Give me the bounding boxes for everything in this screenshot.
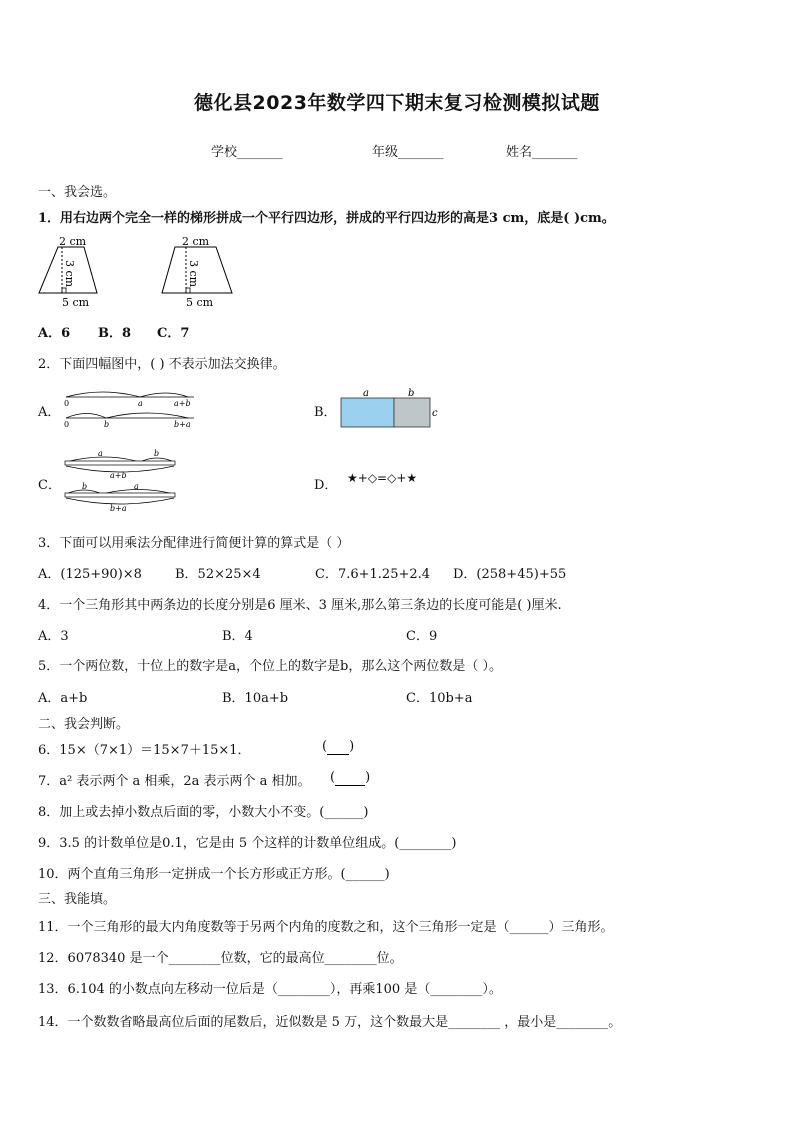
segment-figure-c <box>62 444 180 514</box>
label-height: 3 cm <box>187 260 200 288</box>
section-heading: 二、我会判断。 <box>38 717 130 732</box>
question-13-text: 13．6.104 的小数点向左移动一位后是（________），再乘100 是（________）。 <box>38 982 502 997</box>
question-2-text: 2．下面四幅图中，( ) 不表示加法交换律。 <box>38 357 286 372</box>
q1-option-c[interactable]: C．7 <box>157 326 190 341</box>
school-field: 学校_______ <box>211 145 283 160</box>
q3-option-b[interactable]: B．52×25×4 <box>175 567 261 582</box>
q2-option-c-label[interactable]: C． <box>38 478 61 493</box>
bplusa-label: b+a <box>174 420 191 429</box>
question-7-text: 7．a² 表示两个 a 相乘，2a 表示两个 a 相加。 <box>38 774 311 789</box>
q3-option-a[interactable]: A．(125+90)×8 <box>38 567 142 582</box>
q4-option-a[interactable]: A．3 <box>38 629 69 644</box>
q2-option-b-label[interactable]: B． <box>314 405 337 420</box>
q4-option-c[interactable]: C．9 <box>406 629 438 644</box>
page-title: 德化县2023年数学四下期末复习检测模拟试题 <box>194 92 600 114</box>
q5-option-c[interactable]: C．10b+a <box>406 691 473 706</box>
q3-option-d[interactable]: D．(258+45)+55 <box>453 567 567 582</box>
question-1-text: 1．用右边两个完全一样的梯形拼成一个平行四边形，拼成的平行四边形的高是3 cm，底是( )cm。 <box>38 211 615 226</box>
label-top: 2 cm <box>59 236 87 248</box>
number-line-figure-a <box>62 385 202 431</box>
rectangle-area-figure <box>338 386 442 432</box>
question-12-text: 12．6078340 是一个________位数，它的最高位________位。 <box>38 951 403 966</box>
a-label: a <box>138 399 143 408</box>
label-bottom: 5 cm <box>62 296 90 309</box>
question-5-text: 5．一个两位数，十位上的数字是a，个位上的数字是b，那么这个两位数是（ ）。 <box>38 659 502 674</box>
q1-option-a[interactable]: A．6 <box>38 326 71 341</box>
question-9-text: 9．3.5 的计数单位是0.1，它是由 5 个这样的计数单位组成。(________) <box>38 836 457 851</box>
b-label-2: b <box>82 482 88 491</box>
question-14-text: 14．一个数数省略最高位后面的尾数后，近似数是 5 万，这个数最大是________ ，最小是________。 <box>38 1015 622 1030</box>
b-label: b <box>408 388 415 399</box>
question-3-text: 3．下面可以用乘法分配律进行简便计算的算式是（ ） <box>38 536 350 551</box>
q7-answer-blank[interactable]: ( ) <box>330 770 371 785</box>
q1-option-b[interactable]: B．8 <box>98 326 132 341</box>
a-label-2: a <box>134 482 139 491</box>
label-bottom: 5 cm <box>186 296 214 309</box>
section-heading: 一、我会选。 <box>38 185 117 200</box>
bplusa-label: b+a <box>110 504 127 513</box>
q6-answer-blank[interactable]: ( ) <box>322 739 355 754</box>
q2-option-d-label[interactable]: D． <box>314 478 338 493</box>
q5-option-a[interactable]: A．a+b <box>38 691 88 706</box>
grade-field: 年级_______ <box>372 145 444 160</box>
a-label: a <box>98 449 103 458</box>
q3-option-c[interactable]: C．7.6+1.25+2.4 <box>315 567 431 582</box>
section-heading: 三、我能填。 <box>38 892 117 907</box>
question-11-text: 11．一个三角形的最大内角度数等于另两个内角的度数之和，这个三角形一定是（______）三角形。 <box>38 920 614 935</box>
label-top: 2 cm <box>182 236 210 248</box>
q4-option-b[interactable]: B．4 <box>222 629 253 644</box>
question-4-text: 4．一个三角形其中两条边的长度分别是6 厘米、3 厘米,那么第三条边的长度可能是( )厘米. <box>38 598 562 613</box>
c-label: c <box>432 408 438 419</box>
a-label: a <box>363 388 369 399</box>
b-label: b <box>104 420 110 429</box>
q5-option-b[interactable]: B．10a+b <box>222 691 289 706</box>
name-field: 姓名_______ <box>506 145 578 160</box>
question-10-text: 10．两个直角三角形一定拼成一个长方形或正方形。(______) <box>38 867 390 882</box>
aplusb-label: a+b <box>174 399 191 408</box>
trapezoid-figure-left <box>38 236 118 310</box>
zero-label-2: 0 <box>64 420 70 429</box>
label-height: 3 cm <box>63 260 76 288</box>
trapezoid-figure-right <box>160 236 240 310</box>
question-6-text: 6．15×（7×1）＝15×7＋15×1． <box>38 743 251 758</box>
star-diamond-equation: ★+◇=◇+★ <box>347 471 418 485</box>
q2-option-a-label[interactable]: A． <box>38 405 61 420</box>
question-8-text: 8．加上或去掉小数点后面的零，小数大小不变。(______) <box>38 805 369 820</box>
zero-label: 0 <box>64 399 70 408</box>
b-label: b <box>154 449 160 458</box>
aplusb-label: a+b <box>110 471 127 480</box>
